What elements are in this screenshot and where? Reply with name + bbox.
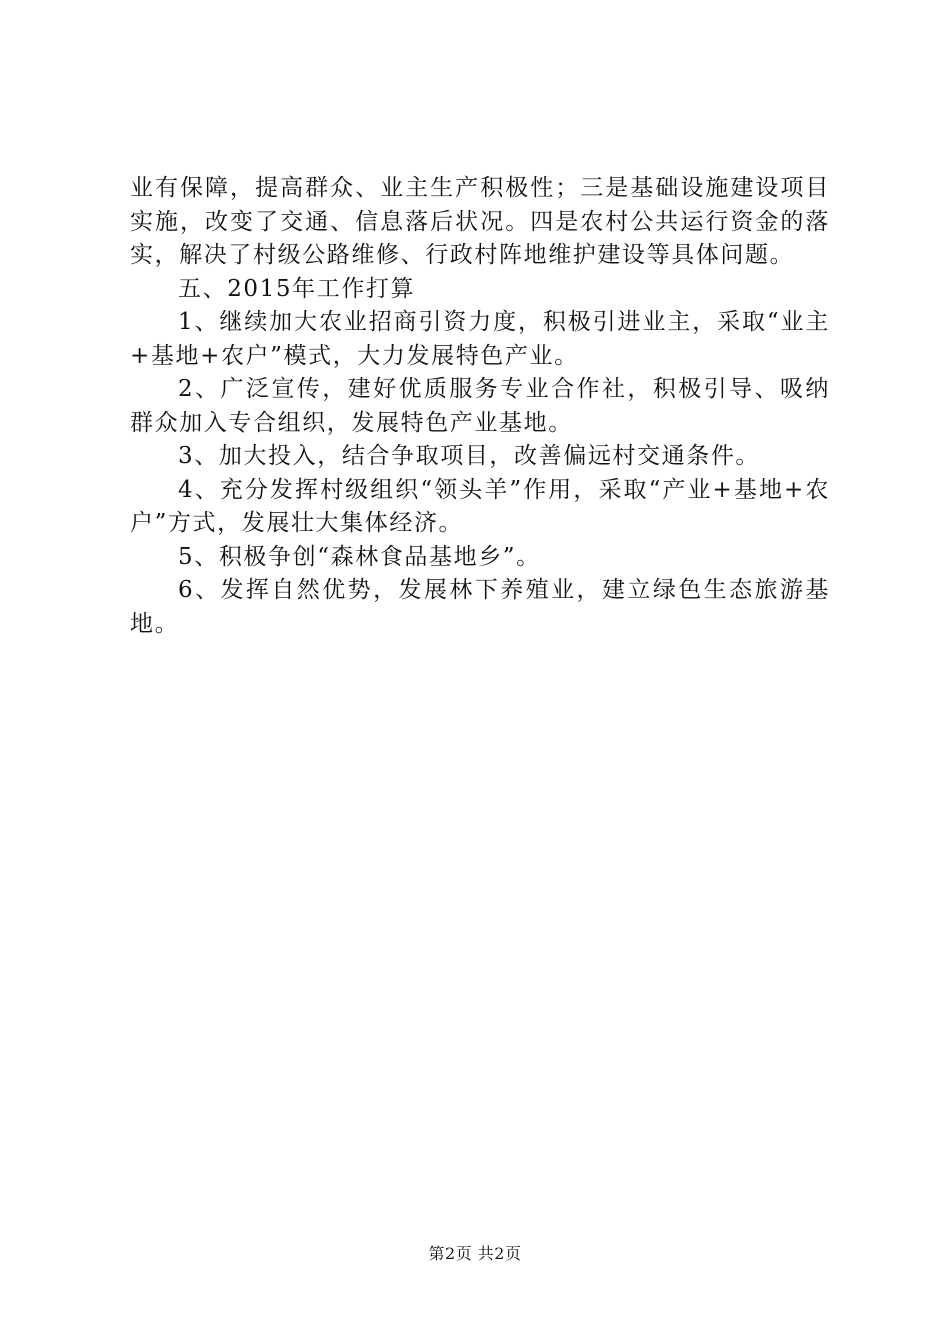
page-footer bbox=[0, 1244, 950, 1264]
plan-item-6: 6、发挥自然优势，发展林下养殖业，建立绿色生态旅游基地。 bbox=[130, 577, 830, 637]
plan-item-5: 5、积极争创“森林食品基地乡”。 bbox=[178, 543, 541, 570]
plan-item-4: 4、充分发挥村级组织“领头羊”作用，采取“产业+基地+农户”方式，发展壮大集体经济。 bbox=[130, 476, 830, 536]
document-body bbox=[130, 172, 830, 641]
page-indicator: 第2页 共2页 bbox=[428, 1244, 522, 1263]
plan-item-3: 3、加大投入，结合争取项目，改善偏远村交通条件。 bbox=[178, 443, 761, 469]
paragraph-continuation: 业有保障，提高群众、业主生产积极性；三是基础设施建设项目实施，改变了交通、信息落后状况。四是农村公共运行资金的落实，解决了村级公路维修、行政村阵地维护建设等具体问题。 bbox=[130, 175, 830, 268]
plan-item-2: 2、广泛宣传，建好优质服务专业合作社，积极引导、吸纳群众加入专合组织，发展特色产业基地。 bbox=[130, 376, 830, 436]
section-heading-2015-plan: 五、2015年工作打算 bbox=[178, 275, 416, 302]
plan-item-1: 1、继续加大农业招商引资力度，积极引进业主，采取“业主+基地+农户”模式，大力发展特色产业。 bbox=[130, 309, 830, 369]
